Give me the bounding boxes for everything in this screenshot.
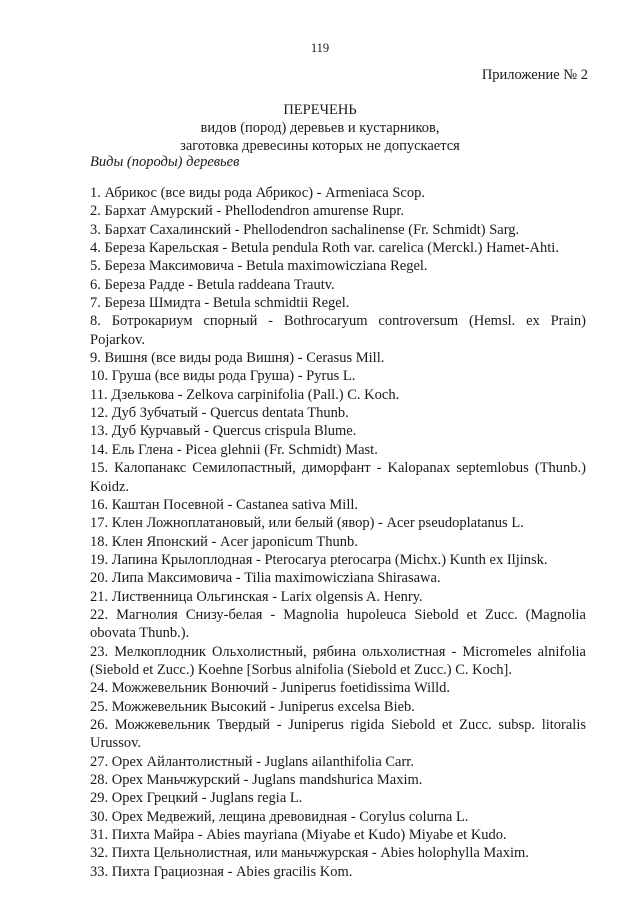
species-list-item: 23. Мелкоплодник Ольхолистный, рябина ольхолистная - Micromeles alnifolia (Siebold et Zucc.) Koehne [Sorbus alnifolia (Siebold et Zucc.) C. Koch]. bbox=[90, 643, 586, 678]
species-list-item: 13. Дуб Курчавый - Quercus crispula Blume. bbox=[90, 423, 357, 440]
species-list bbox=[90, 184, 586, 881]
species-list-item: 15. Калопанакс Семилопастный, диморфант - Kalopanax septemlobus (Thunb.) Koidz. bbox=[90, 460, 586, 495]
species-list-item: 14. Ель Глена - Picea glehnii (Fr. Schmidt) Mast. bbox=[90, 441, 378, 458]
section-title: Виды (породы) деревьев bbox=[90, 154, 240, 170]
species-list-item: 17. Клен Ложноплатановый, или белый (явор) - Acer pseudoplatanus L. bbox=[90, 515, 524, 532]
heading-subtitle-line-1: видов (пород) деревьев и кустарников, bbox=[200, 120, 440, 136]
species-list-item: 1. Абрикос (все виды рода Абрикос) - Armeniaca Scop. bbox=[90, 185, 425, 201]
species-list-item: 8. Ботрокариум спорный - Bothrocaryum controversum (Hemsl. ex Prain) Pojarkov. bbox=[90, 313, 586, 348]
heading-title: ПЕРЕЧЕНЬ bbox=[283, 102, 357, 118]
species-list-item: 33. Пихта Грациозная - Abies gracilis Kom. bbox=[90, 863, 353, 880]
species-list-item: 32. Пихта Цельнолистная, или маньчжурская - Abies holophylla Maxim. bbox=[90, 845, 529, 862]
species-list-item: 19. Лапина Крылоплодная - Pterocarya pterocarpa (Michx.) Kunth ex Iljinsk. bbox=[90, 551, 548, 568]
species-list-item: 21. Лиственница Ольгинская - Larix olgensis A. Henry. bbox=[90, 588, 423, 605]
heading-subtitle-line-2: заготовка древесины которых не допускается bbox=[180, 138, 460, 154]
species-list-item: 12. Дуб Зубчатый - Quercus dentata Thunb. bbox=[90, 405, 349, 422]
species-list-item: 9. Вишня (все виды рода Вишня) - Cerasus Mill. bbox=[90, 350, 385, 367]
species-list-item: 3. Бархат Сахалинский - Phellodendron sachalinense (Fr. Schmidt) Sarg. bbox=[90, 221, 520, 238]
species-list-item: 11. Дзелькова - Zelkova carpinifolia (Pall.) C. Koch. bbox=[90, 386, 400, 403]
species-list-item: 5. Береза Максимовича - Betula maximowicziana Regel. bbox=[90, 258, 428, 275]
page-number: 119 bbox=[310, 41, 330, 55]
species-list-item: 24. Можжевельник Вонючий - Juniperus foetidissima Willd. bbox=[90, 680, 451, 697]
species-list-item: 2. Бархат Амурский - Phellodendron amurense Rupr. bbox=[90, 203, 405, 220]
species-list-item: 26. Можжевельник Твердый - Juniperus rigida Siebold et Zucc. subsp. litoralis Urussov. bbox=[90, 716, 586, 752]
species-list-item: 31. Пихта Майра - Abies mayriana (Miyabe et Kudo) Miyabe et Kudo. bbox=[90, 827, 507, 844]
species-list-item: 20. Липа Максимовича - Tilia maximowicziana Shirasawa. bbox=[90, 570, 441, 587]
species-list-item: 25. Можжевельник Высокий - Juniperus excelsa Bieb. bbox=[90, 698, 415, 715]
species-list-item: 18. Клен Японский - Acer japonicum Thunb. bbox=[90, 533, 358, 550]
species-list-item: 30. Орех Медвежий, лещина древовидная - Corylus colurna L. bbox=[90, 808, 469, 825]
species-list-item: 4. Береза Карельская - Betula pendula Roth var. carelica (Merckl.) Hamet-Ahti. bbox=[90, 240, 559, 257]
species-list-item: 16. Каштан Посевной - Castanea sativa Mill. bbox=[90, 496, 359, 513]
species-list-item: 29. Орех Грецкий - Juglans regia L. bbox=[90, 790, 303, 807]
document-heading bbox=[0, 101, 640, 155]
species-list-item: 10. Груша (все виды рода Груша) - Pyrus L. bbox=[90, 368, 356, 385]
species-list-item: 7. Береза Шмидта - Betula schmidtii Regel. bbox=[90, 295, 350, 312]
appendix-label: Приложение № 2 bbox=[481, 67, 588, 83]
species-list-item: 6. Береза Радде - Betula raddeana Trautv. bbox=[90, 276, 335, 293]
species-list-item: 27. Орех Айлантолистный - Juglans ailanthifolia Carr. bbox=[90, 753, 414, 770]
species-list-item: 28. Орех Маньчжурский - Juglans mandshurica Maxim. bbox=[90, 772, 423, 788]
species-list-item: 22. Магнолия Снизу-белая - Magnolia hupoleuca Siebold et Zucc. (Magnolia obovata Thunb.). bbox=[90, 606, 586, 642]
